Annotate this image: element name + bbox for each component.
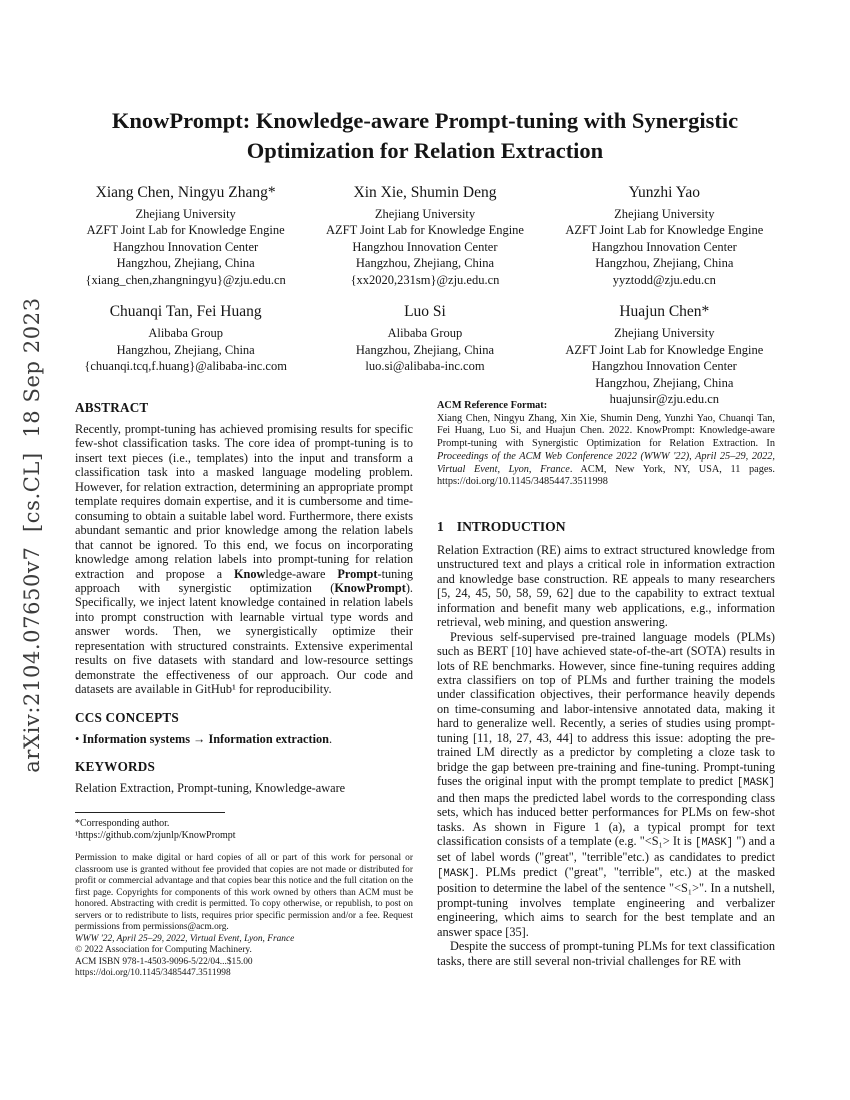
section-heading-introduction: [437, 519, 775, 535]
author-affiliation-line: Hangzhou, Zhejiang, China: [355, 256, 495, 271]
paper-title: KnowPrompt: Knowledge-aware Prompt-tuning with Synergistic Optimization for Relation Extraction: [111, 108, 739, 163]
author-affiliation-line: Hangzhou, Zhejiang, China: [595, 256, 734, 271]
author-email: {xiang_chen,zhangningyu}@zju.edu.cn: [85, 272, 286, 287]
author-affiliation-line: Hangzhou, Zhejiang, China: [116, 342, 255, 357]
section-title: INTRODUCTION: [456, 518, 566, 534]
abstract-heading: ABSTRACT: [75, 400, 149, 415]
acm-reference-text: Xiang Chen, Ningyu Zhang, Xin Xie, Shumin Deng, Yunzhi Yao, Chuanqi Tan, Fei Huang, Luo Si, and Huajun Chen. 2022. KnowPrompt: Knowledge-aware Prompt-tuning with Synergistic Optimization for Relation Extraction. In Proceedings of the ACM Web Conference 2022 (WWW '22), April 25–29, 2022, Virtual Event, Lyon, France. ACM, New York, NY, USA, 11 pages. https://doi.org/10.1145/3485447.3511998: [437, 412, 775, 488]
keywords-heading: KEYWORDS: [75, 759, 156, 775]
copyright-block: [75, 853, 413, 980]
ccs-heading: CCS CONCEPTS: [75, 709, 179, 725]
author-block-3: [549, 184, 780, 289]
copyright-line: © 2022 Association for Computing Machinery.: [75, 945, 252, 956]
author-affiliation-line: Hangzhou Innovation Center: [591, 359, 737, 374]
footnote-corresponding-author: *Corresponding author.: [75, 817, 170, 829]
author-names: Xiang Chen, Ningyu Zhang*: [95, 183, 276, 201]
keywords-line: Relation Extraction, Prompt-tuning, Knowledge-aware: [75, 781, 346, 796]
doi-link[interactable]: https://doi.org/10.1145/3485447.3511998: [75, 968, 231, 979]
ccs-concepts-line: • Information systems → Information extraction.: [75, 731, 333, 746]
author-affiliation-line: Hangzhou Innovation Center: [352, 239, 498, 254]
author-block-6: [549, 303, 780, 408]
author-email: huajunsir@zju.edu.cn: [609, 392, 720, 407]
author-affiliation-line: Zhejiang University: [374, 206, 476, 221]
author-affiliation-line: AZFT Joint Lab for Knowledge Engine: [565, 223, 764, 238]
conference-line: WWW '22, April 25–29, 2022, Virtual Event, Lyon, France: [75, 933, 295, 944]
section-number: 1: [437, 518, 444, 534]
footnote-divider: [75, 812, 225, 813]
author-block-4: [70, 303, 301, 408]
author-affiliation-line: AZFT Joint Lab for Knowledge Engine: [565, 342, 764, 357]
author-names: Yunzhi Yao: [628, 183, 701, 201]
author-block-2: [309, 184, 540, 289]
abstract-paragraph: Recently, prompt-tuning has achieved promising results for specific few-shot classification tasks. The core idea of prompt-tuning is to insert text pieces (i.e., templates) into the input and transform a classification task into a masked language modeling problem. However, for relation extraction, determining an appropriate prompt template requires domain expertise, and it is cumbersome and time-consuming to obtain a suitable label word. Furthermore, there exists abundant semantic and prior knowledge among the relation labels that cannot be ignored. To this end, we focus on incorporating knowledge among relation labels into prompt-tuning for relation extraction and propose a Knowledge-aware Prompt-tuning approach with synergistic optimization (KnowPrompt). Specifically, we inject latent knowledge contained in relation labels into prompt construction with learnable virtual type words and answer words. Then, we synergistically optimize their representation with structured constraints. Extensive experimental results on five datasets with standard and low-resource settings demonstrate the effectiveness of our approach. Our code and datasets are available in GitHub¹ for reproducibility.: [75, 422, 414, 697]
author-email: yyztodd@zju.edu.cn: [612, 272, 716, 287]
left-column: [75, 400, 413, 1095]
author-names: Chuanqi Tan, Fei Huang: [109, 303, 262, 321]
author-email: luo.si@alibaba-inc.com: [365, 359, 485, 374]
author-names: Xin Xie, Shumin Deng: [353, 183, 497, 201]
author-affiliation-line: Alibaba Group: [148, 326, 223, 341]
author-email: {chuanqi.tcq,f.huang}@alibaba-inc.com: [84, 359, 287, 374]
author-block-5: [309, 303, 540, 408]
author-affiliation-line: Zhejiang University: [135, 206, 236, 221]
author-affiliation-line: Hangzhou, Zhejiang, China: [116, 256, 255, 271]
author-affiliation-line: Hangzhou Innovation Center: [113, 239, 259, 254]
two-column-body: [75, 400, 775, 1095]
author-affiliation-line: Alibaba Group: [387, 326, 463, 341]
acm-reference-label: ACM Reference Format:: [437, 400, 548, 411]
intro-paragraph-3: Despite the success of prompt-tuning PLMs for text classification tasks, there are still several non-trivial challenges for RE with: [437, 939, 775, 968]
arxiv-watermark: arXiv:2104.07650v7 [cs.CL] 18 Sep 2023: [20, 297, 44, 773]
author-affiliation-line: Hangzhou, Zhejiang, China: [355, 342, 495, 357]
permission-paragraph: Permission to make digital or hard copies of all or part of this work for personal or classroom use is granted without fee provided that copies are not made or distributed for profit or commercial advantage and that copies bear this notice and the full citation on the first page. Copyrights for components of this work owned by others than ACM must be honored. Abstracting with credit is permitted. To copy otherwise, or republish, to post on servers or to redistribute to lists, requires prior specific permission and/or a fee. Request permissions from permissions@acm.org.: [75, 853, 413, 933]
author-affiliation-line: Hangzhou, Zhejiang, China: [595, 375, 734, 390]
author-names: Huajun Chen*: [619, 303, 710, 321]
footnote-github-link[interactable]: ¹https://github.com/zjunlp/KnowPrompt: [75, 829, 236, 841]
author-affiliation-line: Zhejiang University: [614, 326, 715, 341]
author-email: {xx2020,231sm}@zju.edu.cn: [350, 272, 500, 287]
right-column: [437, 400, 775, 1095]
intro-paragraph-2: Previous self-supervised pre-trained language models (PLMs) such as BERT [10] have achieved state-of-the-art (SOTA) results in lots of RE benchmarks. However, since fine-tuning requires adding extra classifiers on top of PLMs and further training the models under classification objectives, their performance heavily depends on time-consuming and labor-intensive annotated data, making it hard to generalize well. Recently, a series of studies using prompt-tuning [11, 18, 27, 43, 44] to address this issue: adopting the pre-trained LM directly as a predictor by completing a cloze task to bridge the gap between pre-training and fine-tuning. Prompt-tuning fuses the original input with the prompt template to predict [MASK] and then maps the predicted label words to the corresponding class sets, which has induced better performances for PLMs on few-shot tasks. As shown in Figure 1 (a), a typical prompt for text classification consists of a template (e.g. "<S₁> It is [MASK] ") and a set of label words ("great", "terrible"etc.) as candidates to predict [MASK]. PLMs predict ("great", "terrible", etc.) at the masked position to determine the label of the sentence "<S₁>". In a nutshell, prompt-tuning involves template engineering and verbalizer engineering, which aims to search for the best template and an answer space [35].: [437, 629, 775, 939]
isbn-line: ACM ISBN 978-1-4503-9096-5/22/04...$15.00: [75, 956, 253, 967]
author-affiliation-line: AZFT Joint Lab for Knowledge Engine: [86, 223, 285, 238]
intro-paragraph-1: Relation Extraction (RE) aims to extract structured knowledge from unstructured text and plays a critical role in information extraction and knowledge base construction. RE appeals to many researchers [5, 24, 45, 50, 58, 59, 62] due to the capability to extract textual information and benefit many web applications, e.g., information retrieval, web mining, and question answering.: [437, 542, 775, 630]
author-affiliation-line: Hangzhou Innovation Center: [591, 239, 737, 254]
acm-reference-format: [437, 400, 775, 489]
author-names: Luo Si: [404, 303, 446, 321]
author-grid: [70, 184, 780, 408]
author-affiliation-line: Zhejiang University: [614, 206, 715, 221]
author-block-1: [70, 184, 301, 289]
author-affiliation-line: AZFT Joint Lab for Knowledge Engine: [325, 223, 524, 238]
